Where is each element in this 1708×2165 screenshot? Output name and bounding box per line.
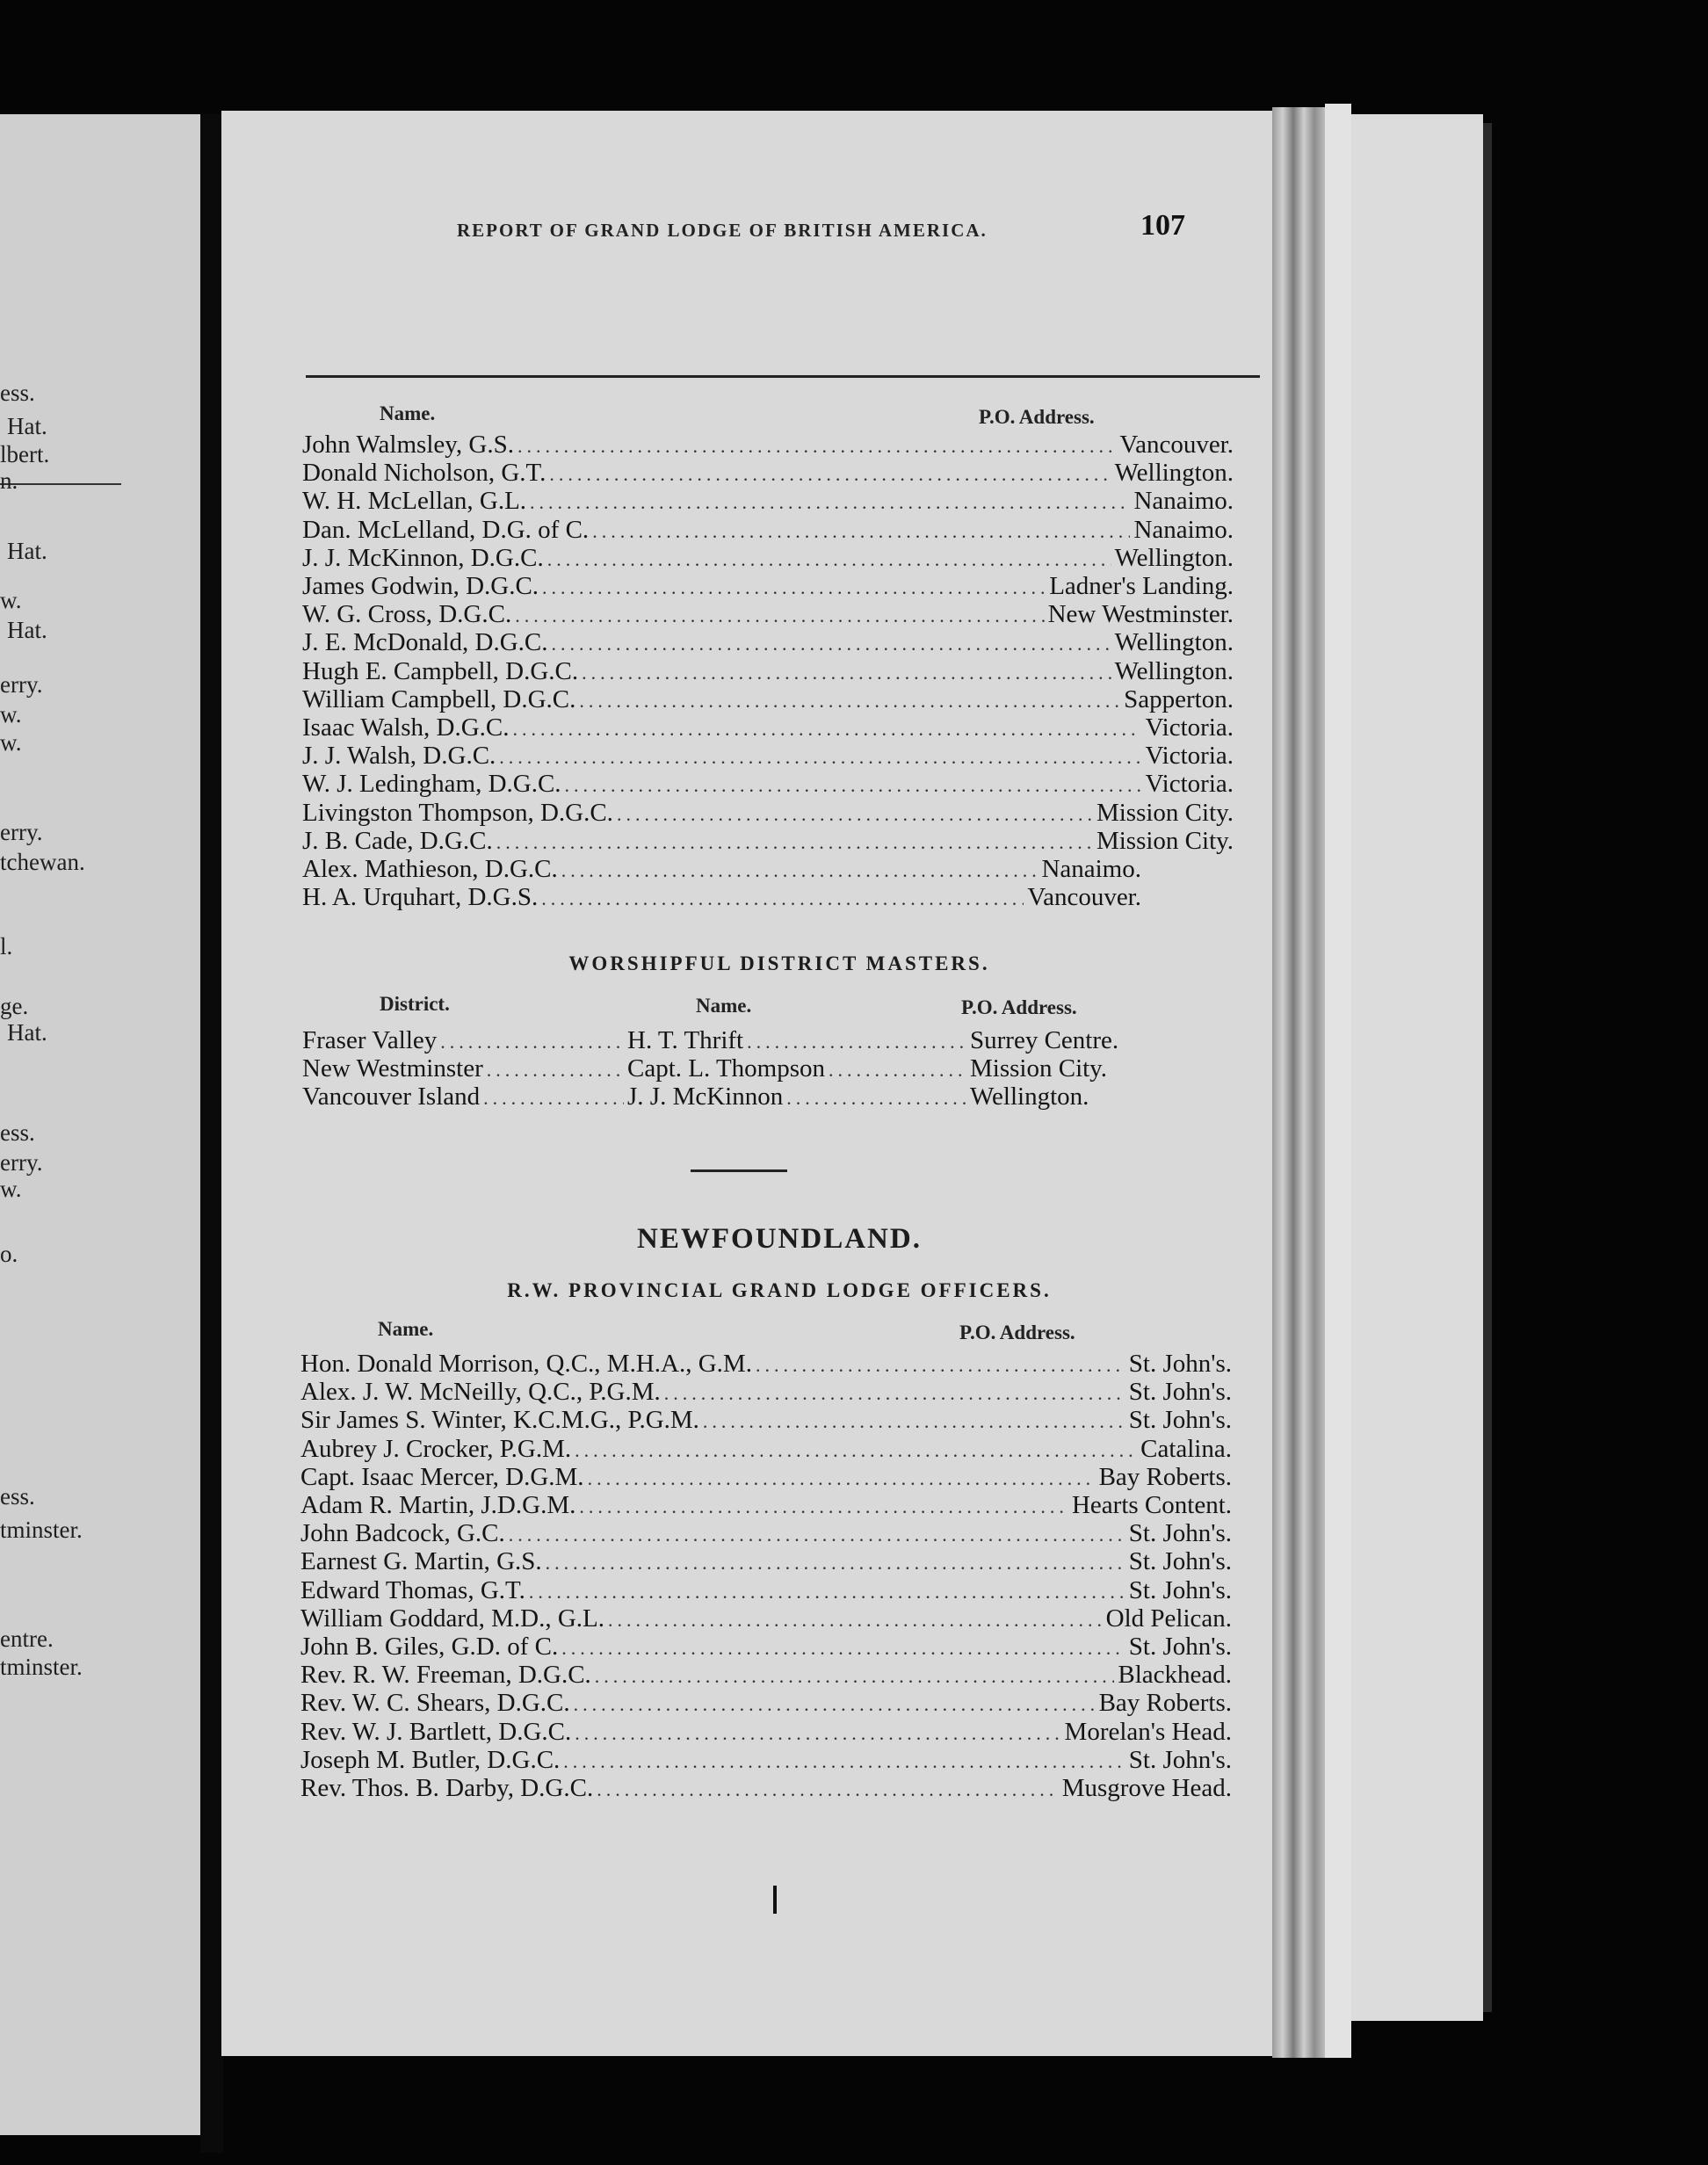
leader-dots <box>597 1778 1058 1801</box>
po-address: Bay Roberts. <box>1098 1689 1232 1718</box>
po-address: St. John's. <box>1128 1633 1232 1661</box>
list-item <box>300 1661 1232 1689</box>
left-page-fragment: Hat. <box>7 538 47 564</box>
officer-name: Rev. W. C. Shears, D.G.C. <box>300 1689 570 1718</box>
district-cell-text: Fraser Valley <box>302 1026 438 1054</box>
po-address: Old Pelican. <box>1105 1604 1232 1633</box>
page-number: 107 <box>1140 209 1185 242</box>
address-cell <box>970 1054 1234 1083</box>
leader-dots <box>592 520 1130 543</box>
list-item <box>300 1576 1232 1604</box>
master-name-cell-text: H. T. Thrift <box>627 1026 744 1054</box>
po-address: Mission City. <box>1096 826 1234 855</box>
leader-dots <box>574 1693 1096 1716</box>
leader-dots <box>588 1467 1096 1490</box>
master-name-cell <box>627 1054 970 1083</box>
left-page-fragment: w. <box>0 587 22 613</box>
po-address: St. John's. <box>1128 1547 1232 1576</box>
po-address: Ladner's Landing. <box>1049 572 1234 600</box>
list-item <box>302 883 1141 911</box>
leader-dots <box>575 1439 1137 1462</box>
address-cell-text: Surrey Centre. <box>970 1026 1119 1054</box>
list-item <box>300 1463 1232 1491</box>
leader-dots <box>509 1524 1125 1546</box>
officer-name: Earnest G. Martin, G.S. <box>300 1547 542 1576</box>
officer-name: W. J. Ledingham, D.G.C. <box>302 770 561 799</box>
col-header-address: P.O. Address. <box>979 406 1095 428</box>
col-header-name: Name. <box>380 402 436 424</box>
list-item <box>302 770 1234 798</box>
page-edge-light <box>1325 104 1351 2058</box>
left-page-fragment: tchewan. <box>0 849 85 875</box>
list-item <box>302 431 1234 459</box>
officer-name: William Goddard, M.D., G.L. <box>300 1604 604 1633</box>
page-edges <box>1272 107 1325 2058</box>
leader-dots <box>499 746 1141 769</box>
officer-name: Rev. R. W. Freeman, D.G.C. <box>300 1661 591 1690</box>
leader-dots <box>529 1581 1125 1604</box>
officer-name: John Walmsley, G.S. <box>302 431 514 459</box>
left-page-rule <box>0 483 121 485</box>
list-item <box>302 713 1234 742</box>
left-page-fragment: ess. <box>0 380 35 406</box>
officer-name: John Badcock, G.C. <box>300 1519 505 1548</box>
officer-name: Capt. Isaac Mercer, D.G.M. <box>300 1462 584 1491</box>
po-address: St. John's. <box>1128 1745 1232 1774</box>
list-item <box>302 544 1234 572</box>
leader-dots <box>513 718 1142 741</box>
leader-dots <box>549 463 1111 486</box>
col-header-nf-name: Name. <box>378 1318 434 1340</box>
officer-name: J. J. McKinnon, D.G.C. <box>302 543 544 572</box>
left-page-fragment: w. <box>0 701 22 728</box>
officer-name: Donald Nicholson, G.T. <box>302 459 546 488</box>
list-item <box>300 1633 1232 1661</box>
section-heading-newfoundland: NEWFOUNDLAND. <box>637 1223 922 1255</box>
po-address: Victoria. <box>1145 742 1234 771</box>
leader-dots <box>664 1382 1125 1405</box>
list-item <box>302 799 1234 827</box>
leader-dots <box>542 576 1046 599</box>
leader-dots <box>546 1552 1125 1575</box>
list-item <box>300 1350 1232 1378</box>
left-page-fragment: l. <box>0 933 13 959</box>
officer-name: H. A. Urquhart, D.G.S. <box>302 883 539 912</box>
po-address: Victoria. <box>1145 770 1234 799</box>
officer-name: Alex. J. W. McNeilly, Q.C., P.G.M. <box>300 1378 661 1407</box>
left-page-fragment: o. <box>0 1241 18 1267</box>
running-header: REPORT OF GRAND LODGE OF BRITISH AMERICA. <box>457 220 988 241</box>
district-cell <box>302 1054 627 1083</box>
list-item <box>300 1519 1232 1547</box>
leader-dots <box>786 1087 966 1110</box>
table-row <box>302 1026 1234 1054</box>
officer-name: J. B. Cade, D.G.C. <box>302 826 493 855</box>
list-item <box>302 855 1141 883</box>
leader-dots <box>756 1354 1125 1377</box>
officer-name: James Godwin, D.G.C. <box>302 572 539 600</box>
po-address: Victoria. <box>1145 713 1234 742</box>
po-address: Wellington. <box>1114 543 1234 572</box>
leader-dots <box>829 1059 966 1082</box>
document-page <box>221 111 1285 2056</box>
list-item <box>302 628 1234 656</box>
list-item <box>300 1378 1232 1406</box>
po-address: Wellington. <box>1114 628 1234 657</box>
officer-name: Adam R. Martin, J.D.G.M. <box>300 1491 576 1519</box>
master-name-cell-text: J. J. McKinnon <box>627 1082 784 1111</box>
po-address: Nanaimo. <box>1041 855 1141 883</box>
address-cell <box>970 1026 1234 1055</box>
list-item <box>300 1718 1232 1746</box>
address-cell-text: Wellington. <box>970 1082 1089 1111</box>
po-address: Hearts Content. <box>1071 1491 1232 1519</box>
po-address: Mission City. <box>1096 798 1234 827</box>
leader-dots <box>530 491 1130 514</box>
po-address: Musgrove Head. <box>1061 1774 1232 1802</box>
leader-dots <box>617 803 1093 826</box>
leader-dots <box>561 859 1039 882</box>
district-cell-text: New Westminster <box>302 1054 483 1082</box>
leader-dots <box>565 774 1142 797</box>
leader-dots <box>579 690 1120 713</box>
po-address: Bay Roberts. <box>1098 1462 1232 1491</box>
table-row <box>302 1054 1234 1082</box>
leader-dots <box>575 1722 1060 1745</box>
list-item <box>302 487 1234 515</box>
officer-name: William Campbell, D.G.C. <box>302 684 576 713</box>
leader-dots <box>582 662 1111 684</box>
list-item <box>300 1547 1232 1575</box>
leader-dots <box>547 548 1111 571</box>
leader-dots <box>563 1750 1125 1773</box>
officer-name: John B. Giles, G.D. of C. <box>300 1633 559 1661</box>
left-page-fragment: lbert. <box>0 441 50 467</box>
list-item <box>300 1435 1232 1463</box>
po-address: Blackhead. <box>1118 1661 1232 1690</box>
list-item <box>302 657 1234 685</box>
officer-name: Joseph M. Butler, D.G.C. <box>300 1745 561 1774</box>
list-item <box>300 1746 1232 1774</box>
next-page-strip <box>1351 114 1483 2021</box>
officer-name: Isaac Walsh, D.G.C. <box>302 713 510 742</box>
leader-dots <box>579 1495 1068 1518</box>
list-item <box>300 1406 1232 1434</box>
leader-dots <box>552 633 1111 655</box>
left-page-fragment: ess. <box>0 1119 35 1146</box>
left-page-fragment: erry. <box>0 819 43 845</box>
list-item <box>300 1491 1232 1519</box>
district-cell <box>302 1026 627 1055</box>
district-cell-text: Vancouver Island <box>302 1082 481 1111</box>
master-name-cell-text: Capt. L. Thompson <box>627 1054 826 1082</box>
po-address: St. John's. <box>1128 1350 1232 1378</box>
officer-name: Sir James S. Winter, K.C.M.G., P.G.M. <box>300 1406 699 1435</box>
master-name-cell <box>627 1082 970 1111</box>
master-name-cell <box>627 1026 970 1055</box>
address-cell <box>970 1082 1234 1111</box>
officer-name: Rev. W. J. Bartlett, D.G.C. <box>300 1717 572 1746</box>
officer-name: J. J. Walsh, D.G.C. <box>302 742 496 771</box>
header-rule <box>306 375 1260 378</box>
list-item <box>300 1604 1232 1633</box>
left-page-fragment: Hat. <box>7 1019 47 1046</box>
left-page-fragment: entre. <box>0 1626 54 1652</box>
po-address: St. John's. <box>1128 1406 1232 1435</box>
list-item <box>302 572 1234 600</box>
po-address: St. John's. <box>1128 1519 1232 1548</box>
officer-name: W. H. McLellan, G.L. <box>302 487 527 516</box>
po-address: Morelan's Head. <box>1064 1717 1232 1746</box>
list-item <box>300 1689 1232 1717</box>
col-header-dm-name: Name. <box>696 995 752 1017</box>
po-address: Sapperton. <box>1124 684 1234 713</box>
list-item <box>302 827 1234 855</box>
district-cell <box>302 1082 627 1111</box>
left-page-fragment: Hat. <box>7 413 47 439</box>
po-address: Vancouver. <box>1027 883 1141 912</box>
officer-name: Hon. Donald Morrison, Q.C., M.H.A., G.M. <box>300 1350 752 1378</box>
po-address: Wellington. <box>1114 459 1234 488</box>
officer-name: Hugh E. Campbell, D.G.C. <box>302 656 579 685</box>
leader-dots <box>561 1637 1125 1660</box>
po-address: Vancouver. <box>1119 431 1234 459</box>
leader-dots <box>541 887 1024 910</box>
leader-dots <box>483 1087 624 1110</box>
leader-dots <box>703 1410 1125 1433</box>
left-page-fragment: n. <box>0 467 18 494</box>
officer-name: W. G. Cross, D.G.C. <box>302 600 512 629</box>
leader-dots <box>517 435 1116 458</box>
po-address: St. John's. <box>1128 1378 1232 1407</box>
po-address: St. John's. <box>1128 1575 1232 1604</box>
po-address: New Westminster. <box>1047 600 1234 629</box>
po-address: Nanaimo. <box>1133 515 1234 544</box>
list-item <box>302 742 1234 770</box>
next-page-shadow <box>1483 123 1492 2012</box>
officer-name: J. E. McDonald, D.G.C. <box>302 628 548 657</box>
left-page-fragment: tminster. <box>0 1517 83 1543</box>
leader-dots <box>440 1031 624 1054</box>
section-divider <box>691 1169 787 1172</box>
leader-dots <box>515 605 1044 627</box>
left-page-fragment: w. <box>0 1176 22 1202</box>
officer-name: Dan. McLelland, D.G. of C. <box>302 515 590 544</box>
officer-name: Rev. Thos. B. Darby, D.G.C. <box>300 1774 594 1802</box>
list-item <box>302 685 1234 713</box>
officer-name: Alex. Mathieson, D.G.C. <box>302 855 558 883</box>
list-item <box>302 516 1234 544</box>
left-page-fragment: ge. <box>0 993 29 1019</box>
leader-dots <box>595 1665 1115 1688</box>
col-header-district: District. <box>380 993 450 1015</box>
list-item <box>302 459 1234 487</box>
list-item <box>300 1774 1232 1802</box>
left-page-fragment: erry. <box>0 671 43 698</box>
leader-dots <box>487 1059 624 1082</box>
leader-dots <box>747 1031 966 1054</box>
po-address: Wellington. <box>1114 656 1234 685</box>
officer-name: Livingston Thompson, D.G.C. <box>302 798 613 827</box>
left-page-fragment: Hat. <box>7 617 47 643</box>
officer-name: Aubrey J. Crocker, P.G.M. <box>300 1434 572 1463</box>
po-address: Nanaimo. <box>1133 487 1234 516</box>
table-row <box>302 1082 1234 1111</box>
officer-name: Edward Thomas, G.T. <box>300 1575 525 1604</box>
ink-mark <box>773 1886 777 1914</box>
left-facing-page <box>0 114 202 2135</box>
section-heading-district-masters: WORSHIPFUL DISTRICT MASTERS. <box>568 952 990 974</box>
leader-dots <box>496 831 1093 854</box>
col-header-nf-address: P.O. Address. <box>959 1321 1075 1343</box>
leader-dots <box>608 1609 1103 1632</box>
book-gutter <box>200 114 223 2153</box>
left-page-fragment: tminster. <box>0 1654 83 1680</box>
left-page-fragment: w. <box>0 729 22 756</box>
left-page-fragment: ess. <box>0 1483 35 1510</box>
col-header-dm-address: P.O. Address. <box>961 996 1077 1018</box>
section-subheading-provincial-officers: R.W. PROVINCIAL GRAND LODGE OFFICERS. <box>507 1279 1052 1301</box>
list-item <box>302 600 1234 628</box>
left-page-fragment: erry. <box>0 1149 43 1176</box>
address-cell-text: Mission City. <box>970 1054 1108 1082</box>
po-address: Catalina. <box>1140 1434 1232 1463</box>
